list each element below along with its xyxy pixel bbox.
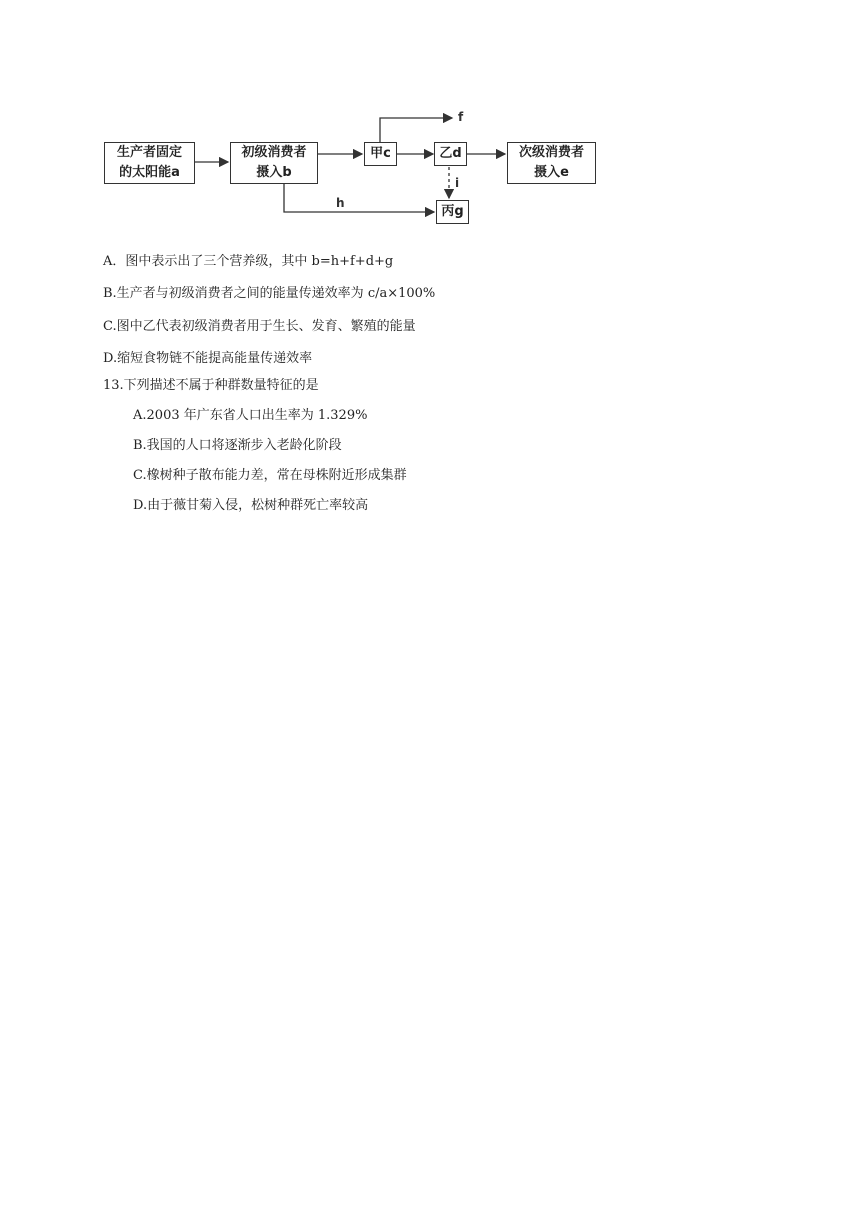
jia-box — [364, 142, 397, 166]
q13-option-a: A.2003 年广东省人口出生率为 1.329% — [133, 408, 368, 423]
label-f: f — [458, 110, 464, 124]
label-h: h — [336, 196, 345, 210]
yi-box — [434, 142, 467, 166]
yi-label: 乙d — [439, 146, 462, 161]
diagram-arrows — [0, 0, 860, 240]
secondary-consumer-box — [507, 142, 596, 184]
producer-line2: 的太阳能a — [119, 165, 180, 180]
q12-option-c: C.图中乙代表初级消费者用于生长、发育、繁殖的能量 — [103, 319, 416, 334]
q12-option-a: A．图中表示出了三个营养级，其中 b=h+f+d+g — [103, 254, 394, 269]
secondary-line1: 次级消费者 — [518, 145, 584, 160]
jia-label: 甲c — [370, 146, 391, 161]
secondary-line2: 摄入e — [534, 165, 569, 180]
q13-option-c: C.橡树种子散布能力差，常在母株附近形成集群 — [133, 468, 407, 483]
primary-consumer-box — [230, 142, 318, 184]
producer-line1: 生产者固定 — [116, 145, 182, 160]
label-i: i — [455, 176, 460, 190]
bing-label: 丙g — [441, 204, 464, 219]
arrow-jia-f — [380, 118, 452, 142]
q13-option-d: D.由于薇甘菊入侵，松树种群死亡率较高 — [133, 498, 369, 513]
primary-line2: 摄入b — [256, 165, 292, 180]
q13-stem: 13.下列描述不属于种群数量特征的是 — [103, 378, 319, 393]
bing-box — [436, 200, 469, 224]
producer-box — [104, 142, 195, 184]
energy-flow-diagram — [0, 0, 860, 240]
q12-option-d: D.缩短食物链不能提高能量传递效率 — [103, 351, 313, 366]
q13-option-b: B.我国的人口将逐渐步入老龄化阶段 — [133, 438, 342, 453]
q12-option-b: B.生产者与初级消费者之间的能量传递效率为 c/a×100% — [103, 286, 436, 301]
primary-line1: 初级消费者 — [241, 145, 307, 160]
arrow-primary-bing — [284, 183, 434, 212]
